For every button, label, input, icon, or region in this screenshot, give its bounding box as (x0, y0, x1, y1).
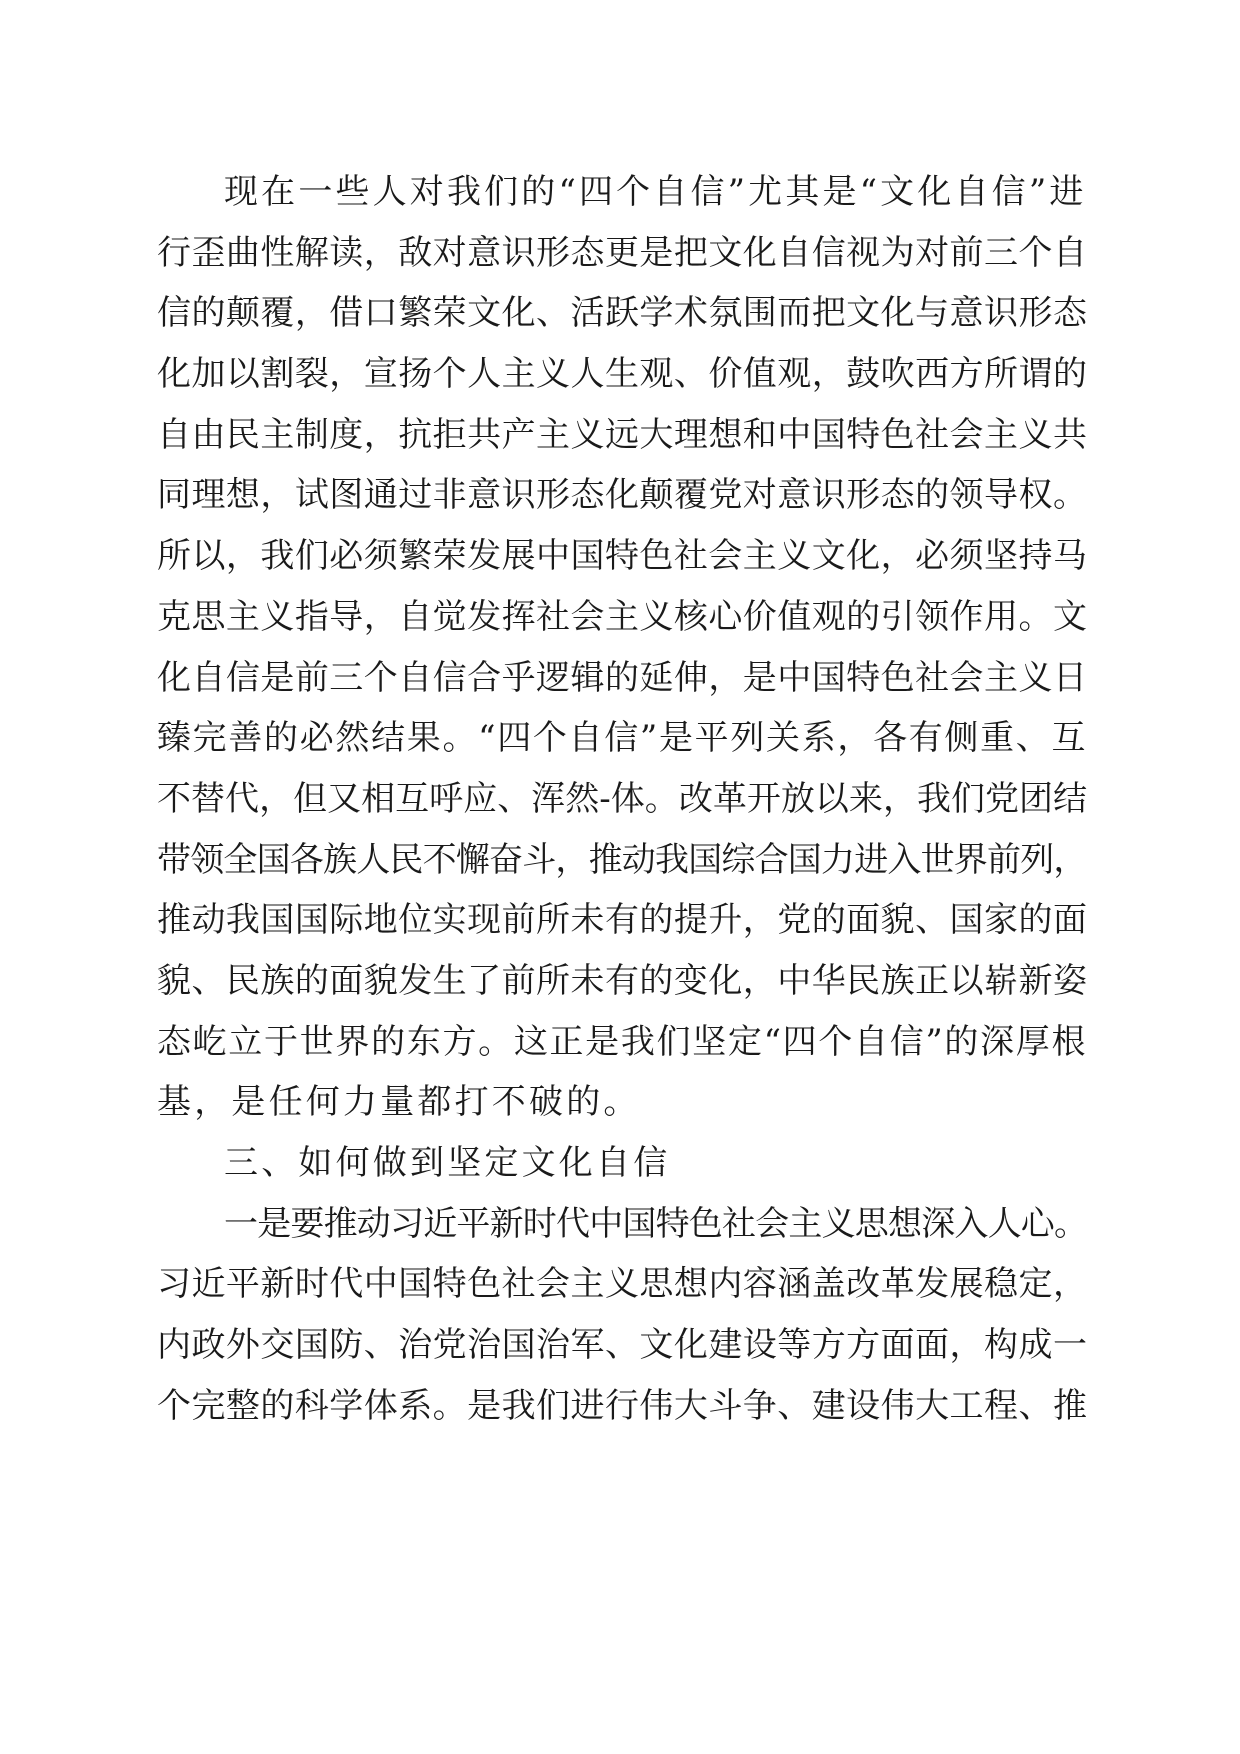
paragraph-line: 推动我国国际地位实现前所未有的提升，党的面貌、国家的面 (157, 900, 1088, 940)
paragraph-line: 化自信是前三个自信合乎逻辑的延伸，是中国特色社会主义日 (157, 658, 1088, 698)
paragraph-line: 现在一些人对我们的“四个自信”尤其是“文化自信”进 (224, 172, 1087, 212)
paragraph-line: 基，是任何力量都打不破的。 (157, 1082, 641, 1122)
paragraph-line: 自由民主制度，抗拒共产主义远大理想和中国特色社会主义共 (157, 415, 1088, 455)
paragraph-line: 臻完善的必然结果。“四个自信”是平列关系，各有侧重、互 (157, 718, 1088, 758)
paragraph-line: 行歪曲性解读，敌对意识形态更是把文化自信视为对前三个自 (157, 233, 1088, 273)
paragraph-line: 内政外交国防、治党治国治军、文化建设等方方面面，构成一 (157, 1325, 1088, 1365)
paragraph-line: 带领全国各族人民不懈奋斗，推动我国综合国力进入世界前列， (157, 840, 1087, 880)
paragraph-line: 态屹立于世界的东方。这正是我们坚定“四个自信”的深厚根 (157, 1022, 1088, 1062)
paragraph-line: 同理想，试图通过非意识形态化颠覆党对意识形态的领导权。 (157, 475, 1088, 515)
paragraph-line: 化加以割裂，宣扬个人主义人生观、价值观，鼓吹西方所谓的 (157, 354, 1088, 394)
paragraph-line: 习近平新时代中国特色社会主义思想内容涵盖改革发展稳定， (157, 1264, 1088, 1304)
paragraph-line: 克思主义指导，自觉发挥社会主义核心价值观的引领作用。文 (157, 597, 1088, 637)
section-heading: 三、如何做到坚定文化自信 (224, 1143, 671, 1183)
paragraph-line: 所以，我们必须繁荣发展中国特色社会主义文化，必须坚持马 (157, 536, 1088, 576)
paragraph-line: 一是要推动习近平新时代中国特色社会主义思想深入人心。 (224, 1204, 1088, 1244)
paragraph-line: 个完整的科学体系。是我们进行伟大斗争、建设伟大工程、推 (157, 1386, 1088, 1426)
paragraph-line: 不替代，但又相互呼应、浑然-体。改革开放以来，我们党团结 (157, 779, 1088, 819)
paragraph-line: 信的颠覆，借口繁荣文化、活跃学术氛围而把文化与意识形态 (157, 293, 1088, 333)
paragraph-line: 貌、民族的面貌发生了前所未有的变化，中华民族正以崭新姿 (157, 961, 1088, 1001)
